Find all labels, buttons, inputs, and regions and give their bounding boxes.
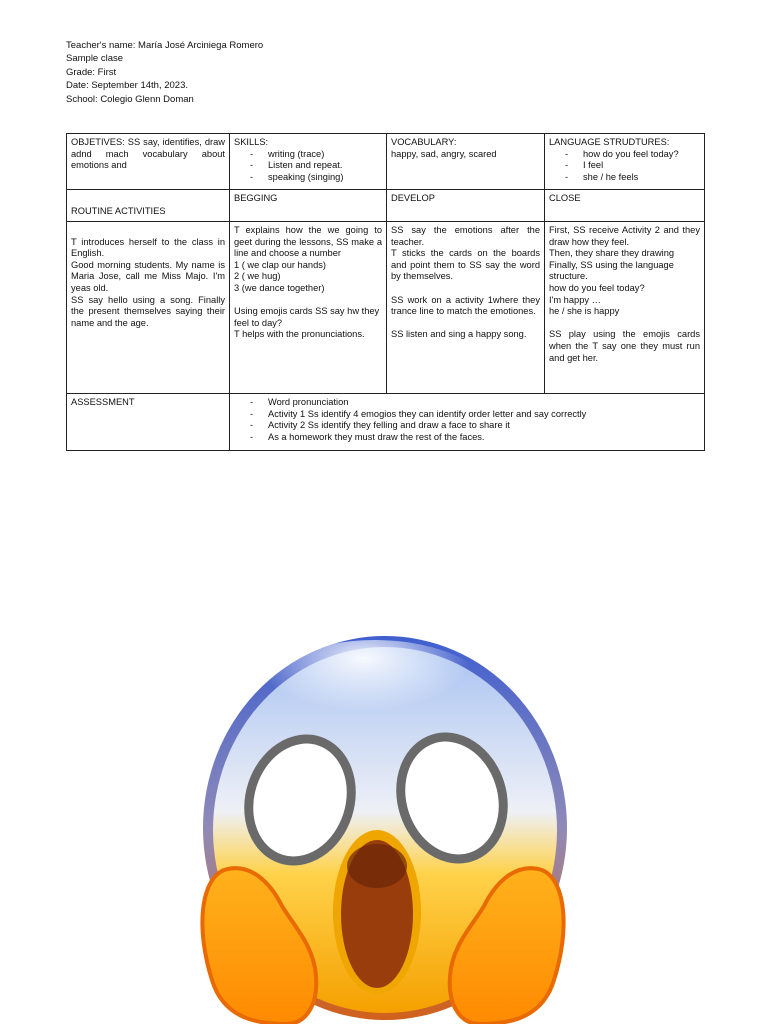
develop-title: DEVELOP	[391, 193, 435, 203]
assessment-title-cell	[67, 394, 230, 451]
assessment-list	[234, 397, 700, 443]
school: School: Colegio Glenn Doman	[66, 93, 194, 105]
routine-cell	[67, 222, 230, 394]
develop-paragraph: SS say the emotions after the teacher.	[391, 225, 540, 247]
list-item: - speaking (singing)	[250, 172, 382, 184]
list-item: - As a homework they must draw the rest of the faces.	[250, 432, 700, 444]
list-item: - she / he feels	[565, 172, 700, 184]
list-item: - Activity 2 Ss identify they felling and draw a face to share it	[250, 420, 700, 432]
begging-paragraph: Using emojis cards SS say hw they feel to day?	[234, 306, 380, 328]
close-line: Finally, SS using the language structure.	[549, 259, 674, 282]
date: Date: September 14th, 2023.	[66, 80, 188, 92]
list-item: - how do you feel today?	[565, 149, 700, 161]
routine-paragraph: Good morning students. My name is Maria Jose, call me Miss Majo. I'm yeas old.	[71, 259, 225, 293]
develop-paragraph: T sticks the cards on the boards and point them to SS say the word by themselves.	[391, 248, 540, 282]
begging-line: 2 ( we hug)	[234, 271, 281, 282]
skills-title: SKILLS:	[234, 137, 269, 147]
develop-title-cell	[387, 190, 545, 222]
begging-title: BEGGING	[234, 193, 278, 203]
assessment-cell	[230, 394, 705, 451]
list-item: - Listen and repeat.	[250, 160, 382, 172]
close-title: CLOSE	[549, 193, 581, 203]
grade: Grade: First	[66, 66, 117, 78]
begging-line: 3 (we dance together)	[234, 282, 325, 293]
vocabulary-words: happy, sad, angry, scared	[391, 148, 497, 159]
begging-title-cell	[230, 190, 387, 222]
objectives-cell	[67, 134, 230, 190]
sample-class: Sample clase	[66, 53, 124, 65]
routine-title: ROUTINE ACTIVITIES	[71, 206, 166, 217]
close-line: I'm happy …	[549, 294, 601, 305]
begging-line: 1 ( we clap our hands)	[234, 259, 326, 270]
list-item: - Activity 1 Ss identify 4 emogios they can identify order letter and say correctly	[250, 409, 700, 421]
routine-paragraph: T introduces herself to the class in English.	[71, 236, 225, 259]
close-paragraph: First, SS receive Activity 2 and they draw how they feel.	[549, 225, 700, 247]
objectives-text: OBJETIVES: SS say, identifies, draw adnd mach vocabulary about emotions and	[71, 137, 225, 171]
list-item: - I feel	[565, 160, 700, 172]
emoji-mouth	[333, 830, 421, 994]
list-item: - writing (trace)	[250, 149, 382, 161]
language-list	[549, 149, 700, 184]
skills-cell	[230, 134, 387, 190]
routine-title-cell	[67, 190, 230, 222]
vocabulary-cell	[387, 134, 545, 190]
close-line: how do you feel today?	[549, 282, 645, 293]
language-title: LANGUAGE STRUDTURES:	[549, 137, 670, 147]
close-title-cell	[545, 190, 705, 222]
begging-paragraph: T explains how the we going to geet during the lessons, SS make a line and choose a number	[234, 225, 382, 259]
begging-cell	[230, 222, 387, 394]
develop-paragraph: SS listen and sing a happy song.	[391, 329, 527, 340]
skills-list	[234, 149, 382, 184]
lesson-plan-table	[66, 133, 705, 451]
lesson-header	[66, 39, 263, 106]
close-cell	[545, 222, 705, 394]
language-cell	[545, 134, 705, 190]
close-paragraph: SS play using the emojis cards when the T say one they must run and get her.	[549, 329, 700, 363]
develop-cell	[387, 222, 545, 394]
vocabulary-title: VOCABULARY:	[391, 137, 457, 147]
list-item: - Word pronunciation	[250, 397, 700, 409]
begging-paragraph: T helps with the pronunciations.	[234, 329, 365, 340]
routine-paragraph: SS say hello using a song. Finally the present themselves saying their name and the age.	[71, 294, 225, 328]
teacher-name: Teacher's name: María José Arciniega Romero	[66, 40, 264, 51]
close-line: Then, they share they drawing	[549, 248, 675, 259]
assessment-title: ASSESSMENT	[71, 397, 135, 407]
close-line: he / she is happy	[549, 306, 620, 317]
develop-paragraph: SS work on a activity 1where they trance line to match the emotiones.	[391, 294, 540, 317]
screaming-in-fear-emoji-icon	[190, 630, 580, 1024]
